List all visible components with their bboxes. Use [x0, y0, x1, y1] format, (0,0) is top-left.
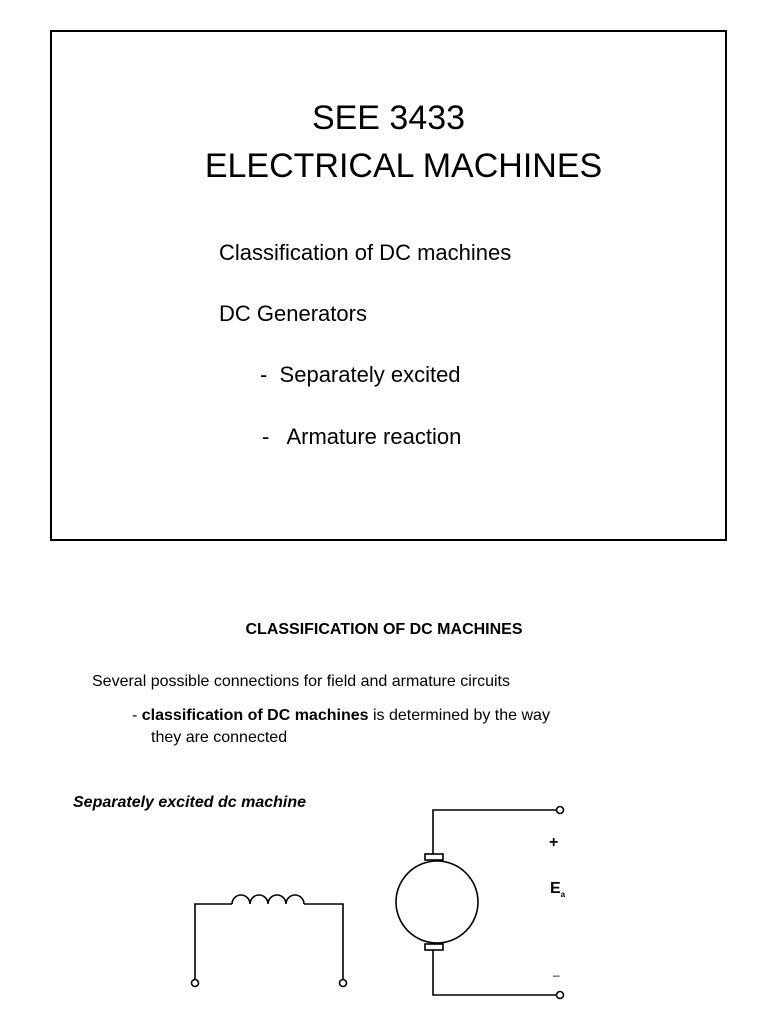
field-terminal-icon [340, 980, 347, 987]
note-line2: they are connected [151, 729, 288, 746]
minus-label: – [553, 968, 560, 982]
field-winding-wire [195, 904, 232, 979]
armature-wire-top [433, 810, 559, 854]
ea-sub: a [560, 890, 566, 900]
armature-terminal-icon [557, 992, 564, 999]
note-rest: is determined by the way [368, 707, 550, 724]
section-heading: CLASSIFICATION OF DC MACHINES [245, 621, 523, 638]
topic-item: - Separately excited [260, 362, 461, 387]
course-name: ELECTRICAL MACHINES [204, 147, 603, 185]
field-coil-icon [232, 895, 304, 904]
armature-wire-bottom [433, 950, 556, 995]
diagram-caption: Separately excited dc machine [73, 794, 306, 811]
note-bold: classification of DC machines [141, 707, 369, 724]
armature-icon [396, 861, 478, 943]
intro-text: Several possible connections for field and armature circuits [92, 673, 510, 690]
brush-top [425, 854, 443, 860]
topic-item: DC Generators [219, 301, 367, 326]
field-terminal-icon [192, 980, 199, 987]
note-prefix: - [132, 707, 142, 724]
ea-main: E [550, 880, 561, 897]
topic-item: Classification of DC machines [219, 240, 512, 265]
topic-item: - Armature reaction [262, 424, 462, 449]
plus-label: + [549, 834, 559, 851]
field-winding-wire [304, 904, 343, 979]
brush-bottom [425, 944, 443, 950]
course-code: SEE 3433 [311, 99, 466, 137]
ea-label [550, 880, 565, 899]
armature-terminal-icon [557, 807, 564, 814]
